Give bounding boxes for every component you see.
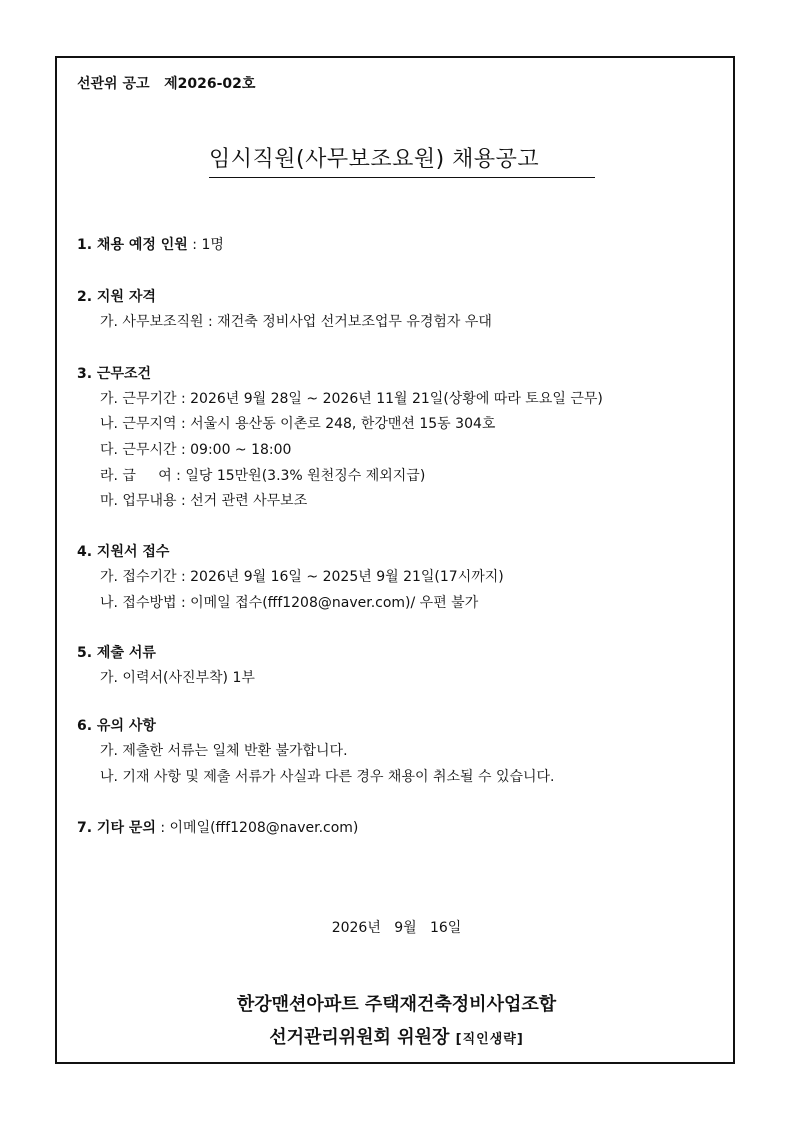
section-heading: 2. 지원 자격 [77,289,156,305]
signatory-title: 선거관리위원회 위원장 [269,1027,450,1048]
section-item: 가. 사무보조직원 : 재건축 정비사업 선거보조업무 유경험자 우대 [100,314,492,330]
section-item: 나. 근무지역 : 서울시 용산동 이촌로 248, 한강맨션 15동 304호 [100,416,496,432]
section-heading: 1. 채용 예정 인원 [77,237,188,253]
section-value: : 이메일(fff1208@naver.com) [155,820,359,836]
section-1 [77,235,224,255]
signatory-line [0,1023,793,1049]
section-value: : 1명 [187,237,224,253]
section-item: 나. 기재 사항 및 제출 서류가 사실과 다른 경우 채용이 취소될 수 있습니다. [100,769,555,785]
section-item: 나. 접수방법 : 이메일 접수(fff1208@naver.com)/ 우편 불가 [100,595,479,611]
section-heading: 4. 지원서 접수 [77,544,170,560]
organization-name: 한강맨션아파트 주택재건축정비사업조합 [236,994,557,1015]
section-heading: 3. 근무조건 [77,366,152,382]
section-heading: 5. 제출 서류 [77,645,156,661]
notice-number: 선관위 공고 제2026-02호 [77,76,256,92]
section-item: 라. 급 여 : 일당 15만원(3.3% 원천징수 제외지급) [100,468,426,484]
section-7 [77,818,358,838]
notice-date: 2026년 9월 16일 [331,920,462,936]
section-item: 다. 근무시간 : 09:00 ~ 18:00 [100,442,292,458]
section-item: 가. 이력서(사진부착) 1부 [100,670,255,686]
document-title: 임시직원(사무보조요원) 채용공고 [209,142,595,178]
section-item: 마. 업무내용 : 선거 관련 사무보조 [100,493,308,509]
section-item: 가. 제출한 서류는 일체 반환 불가합니다. [100,743,348,759]
section-heading: 6. 유의 사항 [77,718,156,734]
section-heading: 7. 기타 문의 [77,820,156,836]
seal-omitted-text: [직인생략] [455,1032,524,1047]
section-item: 가. 근무기간 : 2026년 9월 28일 ~ 2026년 11월 21일(상황에 따라 토요일 근무) [100,391,603,407]
section-item: 가. 접수기간 : 2026년 9월 16일 ~ 2025년 9월 21일(17시까지) [100,569,504,585]
